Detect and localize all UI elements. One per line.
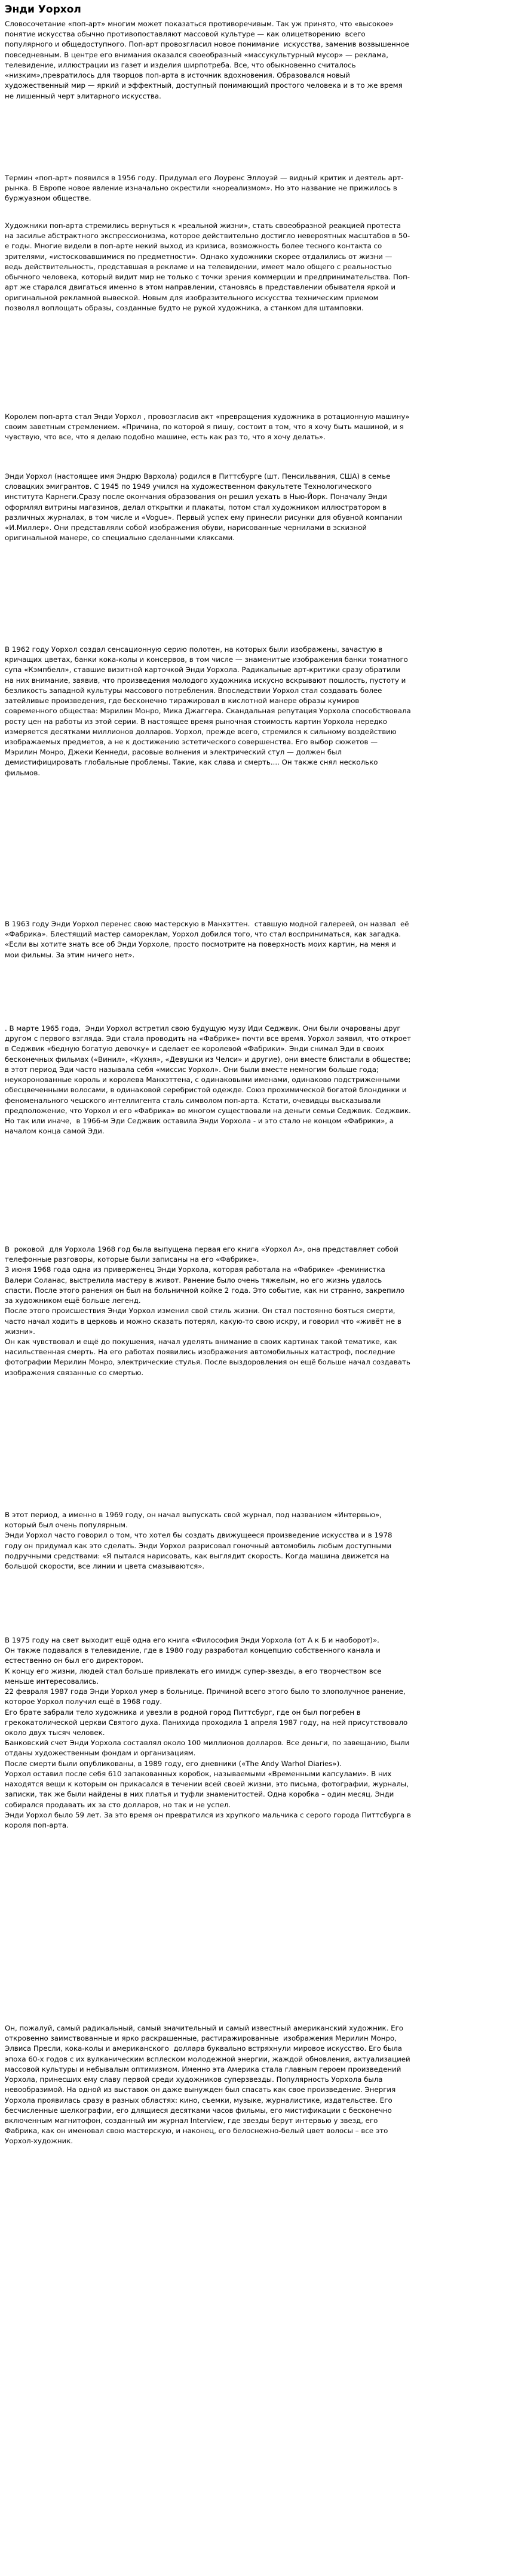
paragraph-1968-shooting: В роковой для Уорхола 1968 год была выпущена первая его книга «Уорхол А», она представляет собой телефонные разговоры, которые были записаны на его «Фабрике». 3 июня 1968 года одна из приверженец Энди Уорхола, которая работала на «Фабрике» -феминистка Валери Соланас, выстрелила мастеру в живот. Ранение было очень тяжелым, но его жизнь удалось спасти. После этого ранения он был на больничной койке 2 года. Это событие, как ни странно, закрепило за художником ещё больше легенд. После этого происшествия Энди Уорхол изменил свой стиль жизни. Он стал постоянно бояться смерти, часто начал ходить в церковь и можно сказать потерял, какую-то свою искру, и говорил что «живёт не в жизни». Он как чувствовал и ещё до покушения, начал уделять внимание в своих картинах такой тематике, как насильственная смерть. На его работах появились изображения автомобильных катастроф, последние фотографии Мерилин Монро, электрические стулья. После выздоровления он ещё больше начал создавать изображения связанные со смертью. bbox=[5, 1245, 410, 1377]
paragraph-campbell-series: В 1962 году Уорхол создал сенсационную серию полотен, на которых были изображены, зачастую в кричащих цветах, банки кока-колы и консервов, в том числе — знаменитые изображения банки томатного супа «Кэмпбелл», ставшие визитной карточкой Энди Уорхола. Радикальные арт-критики сразу обратили на них внимание, заявив, что произведения молодого художника искусно вскрывают пошлость, пустоту и безликость западной культуры массового потребления. Впоследствии Уорхол стал создавать более затейливые произведения, где бесконечно тиражировал в кислотной манере образы кумиров современного общества: Мэрилин Монро, Мика Джаггера. Скандальная репутация Уорхола способствовала росту цен на работы из этой серии. В настоящее время рыночная стоимость картин Уорхола нередко измеряется десятками миллионов долларов. Уорхол, прежде всего, стремился к сильному воздействию изображаемых предметов, а не к достижению эстетического совершенства. Его выбор сюжетов — Мэрилин Монро, Джеки Кеннеди, расовые волнения и электрический стул — должен был демистифицировать глобальные проблемы. Такие, как слава и смерть.... Он также снял несколько фильмов. bbox=[5, 645, 413, 777]
paragraph-edie-sedgwick: . В марте 1965 года, Энди Уорхол встретил свою будущую музу Иди Седжвик. Они были очарованы друг другом с первого взгляда. Эди стала проводить на «Фабрике» почти все время. Уорхол заявил, что откроет в Седжвик «бедную богатую девочку» и сделает ее королевой «Фабрики». Энди снимал Эди в своих бесконечных фильмах («Винил», «Кухня», «Девушки из Челси» и другие), они вместе блистали в обществе; в этот период Эди часто называла себя «миссис Уорхол». Они были вместе немногим больше года; неукоронованные король и королева Манхэттена, с одинаковыми именами, одинаково подстриженными обесцвеченными волосами, в одинаковой серебристой одежде. Союз прохимической богатой блондинки и феноменального чешского интеллигента сталь символом поп-арта. Кстати, очевидцы высказывали предположение, что Уорхол и его «Фабрика» во многом существовали на деньги семьи Седжвик. Седжвик. Но так или иначе, в 1966-м Эди Седжвик оставила Энди Уорхола - и это стало не концом «Фабрики», а началом конца самой Эди. bbox=[5, 1024, 416, 1136]
paragraph-factory: В 1963 году Энди Уорхол перенес свою мастерскую в Манхэттен. ставшую модной галереей, он назвал её «Фабрика». Блестящий мастер самореклам, Уорхол добился того, что стал восприниматься, как загадка. «Если вы хотите знать все об Энди Уорхоле, просто посмотрите на поверхность моих картин, на меня и мои фильмы. За этим ничего нет». bbox=[5, 920, 413, 959]
paragraph-term-origin: Термин «поп-арт» появился в 1956 году. Придумал его Лоуренс Эллоуэй — видный критик и деятель арт-рынка. В Европе новое явление изначально окрестили «нореализмом». Но это название не прижилось в буржуазном обществе. bbox=[5, 174, 404, 203]
paragraph-artists-goals: Художники поп-арта стремились вернуться к «реальной жизни», стать своеобразной реакцией протеста на засилье абстрактного экспрессионизма, которое действительно достигло невероятных масштабов в 50-е годы. Многие видели в поп-арте некий выход из кризиса, возможность более тесного контакта со зрителями, «истосковавшимися по предметности». Однако художники скорее отдалились от жизни — ведь действительность, представшая в рекламе и на телевидении, имеет мало общего с реальностью обычного человека, который видит мир не только с точки зрения коммерции и предпринимательства. Поп-арт же старался двигаться именно в этом направлении, становясь в представлении обывателя яркой и оригинальной рекламной вывеской. Новым для изобразительного искусства техническим приемом позволял воплощать образы, созданные будто не рукой художника, а станком для штамповки. bbox=[5, 221, 410, 312]
paragraph-pop-art-intro: Словосочетание «поп-арт» многим может показаться противоречивым. Так уж принято, что «высокое» понятие искусства обычно противопоставляют массовой культуре — как олицетворению всего популярного и общедоступного. Поп-арт провозгласил новое понимание искусства, заменив возвышенное повседневным. В центре его внимания оказался своеобразный «массукультурный мусор» — реклама, телевидение, иллюстрации из газет и изделия ширпотреба. Все, что обыкновенно считалось «низким»,превратилось для творцов поп-арта в источник вдохновения. Образовался новый художественный мир — яркий и эффектный, доступный понимающий простого человека и в то же время не лишенный черт элитарного искусства. bbox=[5, 20, 412, 100]
paragraph-legacy: Он, пожалуй, самый радикальный, самый значительный и самый известный американский художник. Его откровенно заимствованные и ярко раскрашенные, растиражированные изображения Мерилин Монро, Элвиса Пресли, кока-колы и американского доллара буквально встряхнули мировое искусство. Его была эпоха 60-х годов с их вулканическим всплеском молодежной энергии, жаждой обновления, актуализацией массовой культуры и небывалым оптимизмом. Именно эта Америка стала главным героем произведений Уорхола, принесших ему славу первой среди художников суперзвезды. Популярность Уорхола была невообразимой. На одной из выставок он даже вынужден был спасать как свое произведение. Энергия Уорхола проявилась сразу в разных областях: кино, съемки, музыке, журналистике, издательстве. Его бесчисленные шелкографии, его длящиеся десятками часов фильмы, его мистификации с бесконечно включенным магнитофон, созданный им журнал Interview, где звезды берут интервью у звезд, его Фабрика, как он именовал свою мастерскую, и наконец, его белоснежно-белый цвет волосы – все это Уорхол-художник. bbox=[5, 2024, 413, 2146]
article-title: Энди Уорхол bbox=[5, 4, 81, 16]
paragraph-king-of-pop-art: Королем поп-арта стал Энди Уорхол , провозгласив акт «превращения художника в ротационную машину» своим заветным стремлением. «Причина, по которой я пишу, состоит в том, что я хочу быть машиной, и я чувствую, что все, что я делаю подобно машине, есть как раз то, что я хочу делать». bbox=[5, 412, 412, 442]
paragraph-interview-magazine: В этот период, а именно в 1969 году, он начал выпускать свой журнал, под названием «Интервью», который был очень популярным. Энди Уорхол часто говорил о том, что хотел бы создать движущееся произведение искусства и в 1978 году он придумал как это сделать. Энди Уорхол разрисовал гоночный автомобиль любым доступными подручными средствами: «Я пытался нарисовать, как выглядит скорость. Когда машина движется на большой скорости, все линии и цвета смазываются». bbox=[5, 1511, 392, 1571]
paragraph-late-life-death: В 1975 году на свет выходит ещё одна его книга «Философия Энди Уорхола (от А к Б и наоборот)». Он также подавался в телевидение, где в 1980 году разработал концепцию собственного канала и естественно он был его директором. К концу его жизни, людей стал больше привлекать его имидж супер-звезды, а его творчеством все меньше интересовались. 22 февраля 1987 года Энди Уорхол умер в больнице. Причиной всего этого было то злополучное ранение, которое Уорхол получил ещё в 1968 году. Его брате забрали тело художника и увезли в родной город Питтсбург, где он был погребен в грекокатолической церкви Святого духа. Панихида проходила 1 апреля 1987 году, на ней присутствовало около двух тысяч человек. Банковский счет Энди Уорхола составлял около 100 миллионов долларов. Все деньги, по завещанию, были отданы художественным фондам и организациям. После смерти были опубликованы, в 1989 году, его дневники («The Andy Warhol Diaries»). Уорхол оставил после себя 610 запакованных коробок, называемыми «Временными капсулами». В них находятся вещи к которым он прикасался в течении всей своей жизни, это письма, фотографии, журналы, записки, так же были найдены в них платья и туфли знаменитостей. Одна коробка – один месяц. Энди собирался продавать их за сто долларов, но так и не успел. Энди Уорхол было 59 лет. За это время он превратился из хрупкого мальчика с серого города Питтсбурга в короля поп-арта. bbox=[5, 1636, 411, 1829]
paragraph-biography: Энди Уорхол (настоящее имя Эндрю Вархола) родился в Питтсбурге (шт. Пенсильвания, США) в семье словацких эмигрантов. С 1945 по 1949 учился на художественном факультете Технологического института Карнеги.Сразу после окончания образования он решил уехать в Нью-Йорк. Поначалу Энди оформлял витрины магазинов, делал открытки и плакаты, потом стал художником иллюстратором в различных журналах, в том числе и «Vogue». Первый успех ему принесли рисунки для обувной компании «И.Миллер». Они представляли собой изображения обуви, нарисованные чернилами в эскизной оригинальной манере, со специально сделанными кляксами. bbox=[5, 472, 405, 543]
